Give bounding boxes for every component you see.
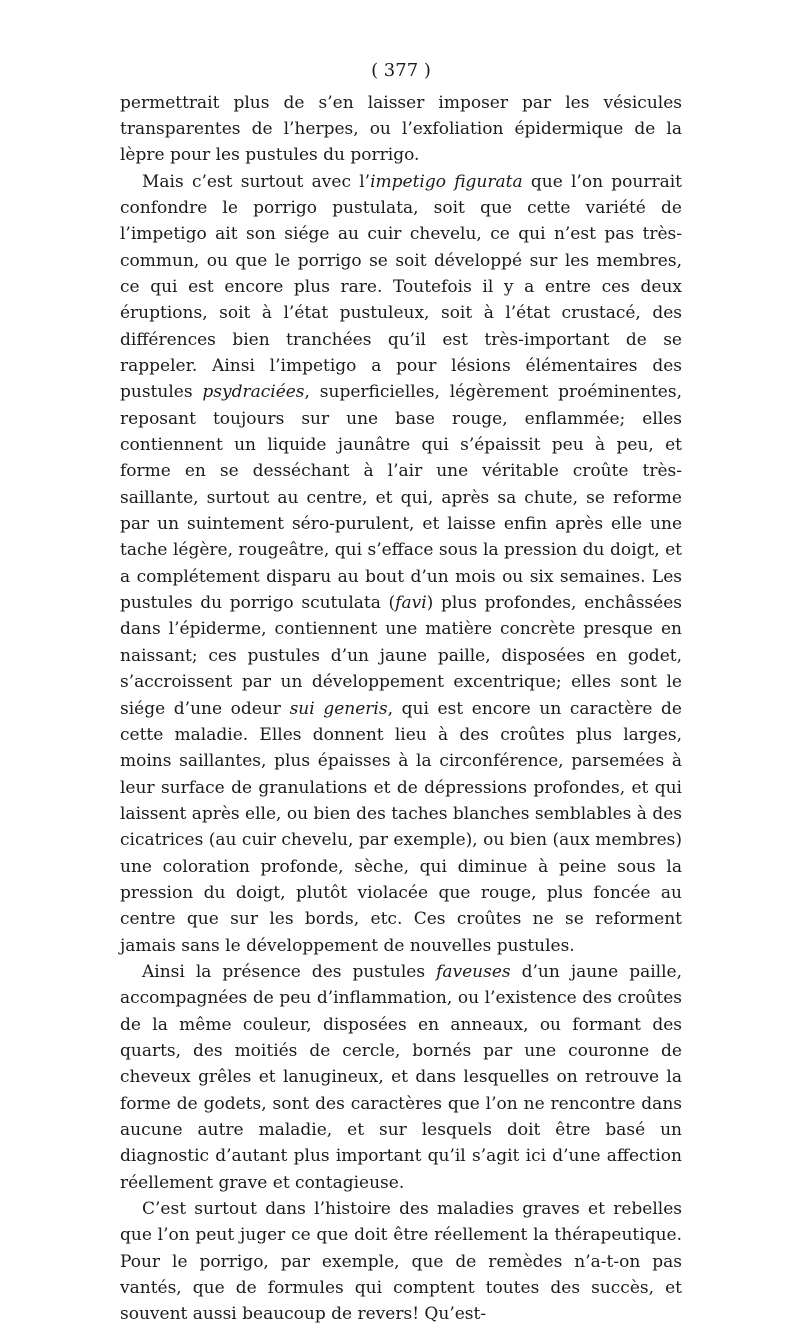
paragraph-impetigo-figurata — [120, 169, 682, 959]
italic-term: favi — [395, 593, 427, 614]
page-number: ( 377 ) — [371, 60, 431, 81]
paragraph-text: que l’on pourrait confondre le porrigo pustulata, soit que cette variété de l’impetigo ait son siége au cuir chevelu, ce qui n’est pas très-commun, ou que le porrigo se soit développé sur les membres, ce qui est encore plus rare. Toutefois il y a entre ces deux éruptions, soit à l’état pustuleux, soit à l’état crustacé, des différences bien tranchées qu’il est très-important de se rappeler. Ainsi l’impetigo a pour lésions élémentaires des pustules — [120, 171, 682, 403]
paragraph-text: permettrait plus de s’en laisser imposer par les vésicules transparentes de l’herpes, ou l’exfoliation épidermique de la lèpre pour les pustules du porrigo. — [120, 92, 682, 166]
paragraph-text: , qui est encore un caractère de cette maladie. Elles donnent lieu à des croûtes plus larges, moins saillantes, plus épaisses à la circonférence, parsemées à leur surface de granulations et de dépressions profondes, et qui laissent après elle, ou bien des taches blanches semblables à des cicatrices (au cuir chevelu, par exemple), ou bien (aux membres) une coloration profonde, sèche, qui diminue à peine sous la pression du doigt, plutôt violacée que rouge, plus foncée au centre que sur les bords, etc. Ces croûtes ne se reforment jamais sans le développement de nouvelles pustules. — [120, 698, 682, 956]
book-page — [120, 52, 682, 1328]
paragraph-text: , superficielles, légèrement proéminentes, reposant toujours sur une base rouge, enflammée; elles contiennent un liquide jaunâtre qui s’épaissit peu à peu, et forme en se desséchant à l’air une véritable croûte très-saillante, surtout au centre, et qui, après sa chute, se reforme par un suintement séro-purulent, et laisse enfin après elle une tache légère, rougeâtre, qui s’efface sous la pression du doigt, et a complétement disparu au bout d’un mois ou six semaines. Les pustules du porrigo scutulata ( — [120, 382, 682, 614]
italic-term: faveuses — [436, 961, 511, 982]
paragraph-text: ) plus profondes, enchâssées dans l’épiderme, contiennent une matière concrète presque en naissant; ces pustules d’un jaune paille, disposées en godet, s’accroissent par un développement excentrique; elles sont le siége d’une odeur — [120, 593, 682, 719]
paragraph-herpes-porrigo — [120, 90, 682, 169]
paragraph-pustules-faveuses — [120, 959, 682, 1196]
paragraph-text: Ainsi la présence des pustules — [142, 961, 437, 982]
italic-term: sui generis — [289, 698, 388, 719]
paragraph-text: C’est surtout dans l’histoire des maladies graves et rebelles que l’on peut juger ce que doit être réellement la thérapeutique. Pour le porrigo, par exemple, que de remèdes n’a-t-on pas vantés, que de formules qui comptent toutes des succès, et souvent aussi beaucoup de revers! Qu’est- — [120, 1199, 682, 1325]
italic-term: impetigo figurata — [370, 171, 523, 192]
italic-term: psydraciées — [202, 382, 305, 403]
paragraph-text: Mais c’est surtout avec l’ — [142, 171, 371, 192]
paragraph-text: d’un jaune paille, accompagnées de peu d’inflammation, ou l’existence des croûtes de la même couleur, disposées en anneaux, ou formant des quarts, des moitiés de cercle, bornés par une couronne de cheveux grêles et lanugineux, et dans lesquelles on retrouve la forme de godets, sont des caractères que l’on ne rencontre dans aucune autre maladie, et sur lesquels doit être basé un diagnostic d’autant plus important qu’il s’agit ici d’une affection réellement grave et contagieuse. — [120, 961, 682, 1193]
